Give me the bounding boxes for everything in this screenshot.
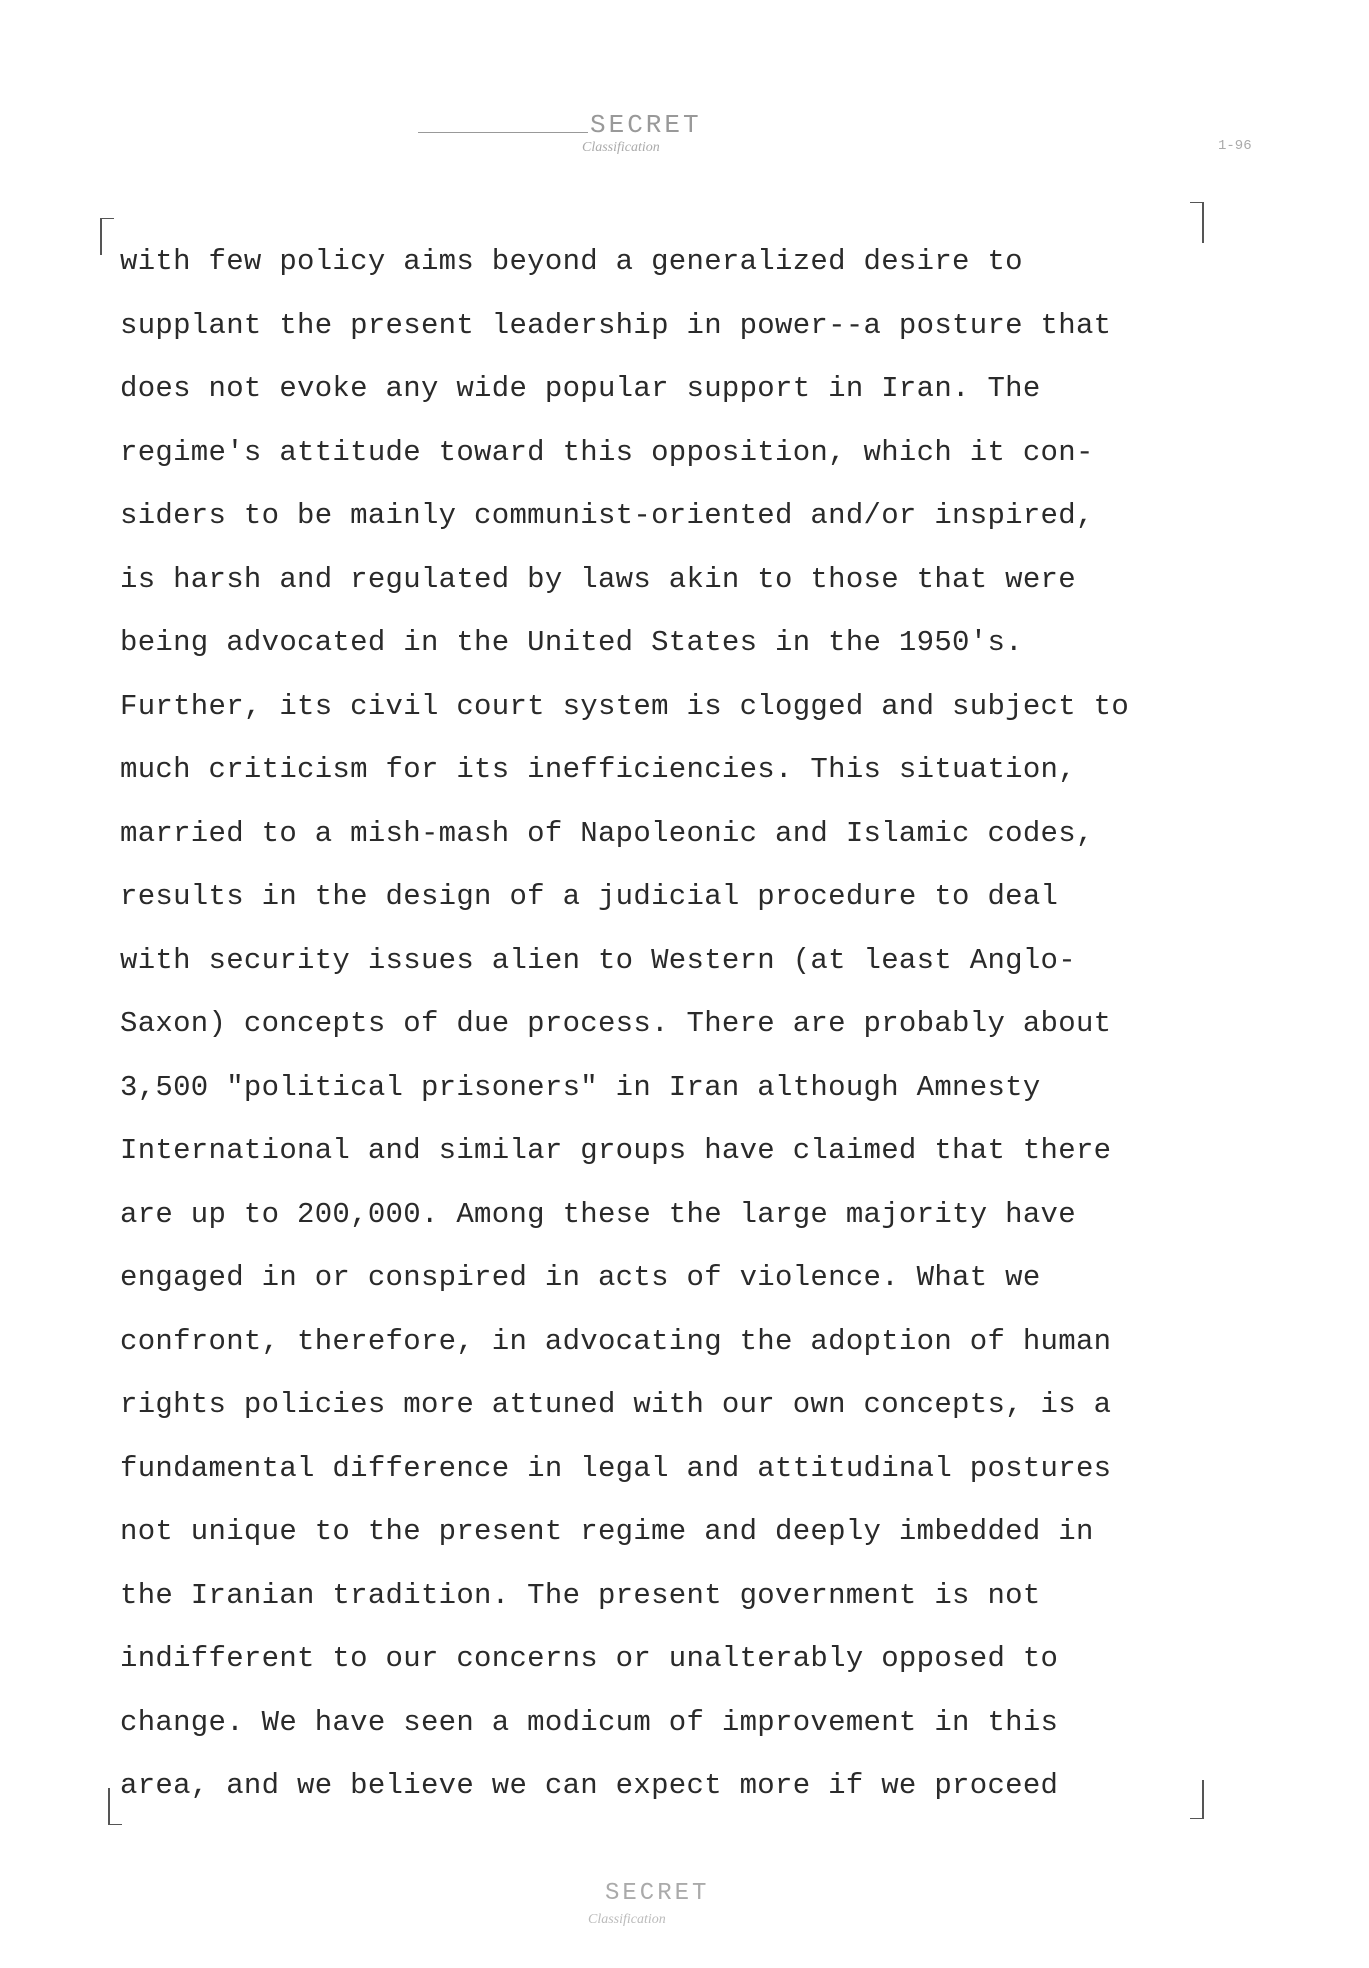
body-line: supplant the present leadership in power--a posture that [120, 308, 1112, 342]
body-line: 3,500 "political prisoners" in Iran although Amnesty [120, 1070, 1041, 1104]
classification-footer-label: Classification [588, 1912, 666, 1927]
body-line: is harsh and regulated by laws akin to those that were [120, 562, 1076, 596]
body-line: International and similar groups have claimed that there [120, 1134, 1112, 1167]
document-body [120, 230, 1210, 1818]
body-line: results in the design of a judicial procedure to deal [120, 880, 1059, 913]
body-line: with security issues alien to Western (at least Anglo- [120, 943, 1076, 977]
body-line: does not evoke any wide popular support in Iran. The [120, 372, 1041, 405]
body-line: change. We have seen a modicum of improvement in this [120, 1705, 1059, 1739]
body-line: regime's attitude toward this opposition, which it con- [120, 435, 1094, 469]
body-line: not unique to the present regime and deeply imbedded in [120, 1515, 1094, 1548]
body-line: rights policies more attuned with our own concepts, is a [120, 1388, 1112, 1421]
body-line: Further, its civil court system is clogged and subject to [120, 689, 1130, 723]
body-line: engaged in or conspired in acts of violence. What we [120, 1261, 1041, 1294]
body-line: fundamental difference in legal and attitudinal postures [120, 1451, 1112, 1485]
body-line: the Iranian tradition. The present government is not [120, 1578, 1041, 1612]
page-mark: 1-96 [1218, 138, 1252, 154]
classification-header-label: Classification [582, 140, 660, 155]
classification-header: SECRET [590, 110, 702, 140]
body-line: much criticism for its inefficiencies. This situation, [120, 753, 1076, 786]
body-line: are up to 200,000. Among these the large majority have [120, 1197, 1076, 1231]
bracket-top-left [100, 218, 114, 255]
classification-footer: SECRET [605, 1880, 710, 1907]
body-line: with few policy aims beyond a generalized desire to [120, 245, 1023, 278]
body-line: indifferent to our concerns or unalterably opposed to [120, 1642, 1059, 1675]
body-line: married to a mish-mash of Napoleonic and Islamic codes, [120, 816, 1094, 850]
body-line: siders to be mainly communist-oriented and/or inspired, [120, 499, 1094, 532]
header-rule [418, 132, 588, 133]
body-line: confront, therefore, in advocating the adoption of human [120, 1324, 1112, 1358]
body-line: Saxon) concepts of due process. There are probably about [120, 1007, 1112, 1040]
body-line: being advocated in the United States in the 1950's. [120, 626, 1023, 659]
body-line: area, and we believe we can expect more if we proceed [120, 1769, 1059, 1802]
